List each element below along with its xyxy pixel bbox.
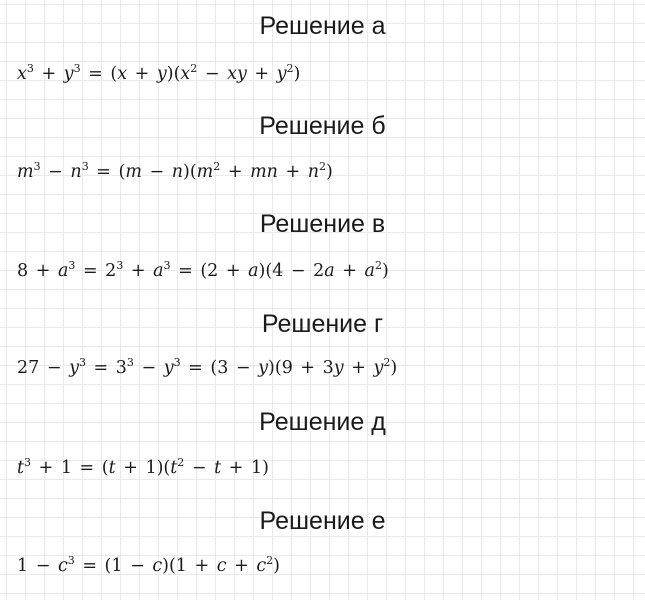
solution-heading-e: Решение е	[259, 507, 386, 535]
formula-a: $x^3 + y^3 = (x + y)(x^2$ − xy + $y^2$)	[17, 62, 301, 84]
formula-v: $8 + a^3 = 2^3 + a^3 = (2 + a)(4 - 2a + a^2)$	[17, 259, 389, 281]
formula-d: $t^3 + 1 = (t + 1)(t^2 - t + 1)$	[17, 456, 269, 478]
solution-heading-d: Решение д	[259, 408, 386, 436]
solution-heading-a: Решение а	[259, 12, 386, 40]
solution-heading-g: Решение г	[261, 310, 384, 338]
formula-b: $m^3 - n^3 = (m - n)(m^2$ + mn + $n^2$)	[17, 160, 333, 182]
solution-heading-v: Решение в	[259, 210, 386, 238]
formula-e: $1 - c^3 = (1 - c)(1 + c + c^2)$	[17, 554, 280, 576]
formula-g: $27 - y^3 = 3^3 - y^3 = (3 - y)(9 + 3y + y^2)$	[17, 356, 398, 378]
solution-heading-b: Решение б	[259, 112, 386, 140]
